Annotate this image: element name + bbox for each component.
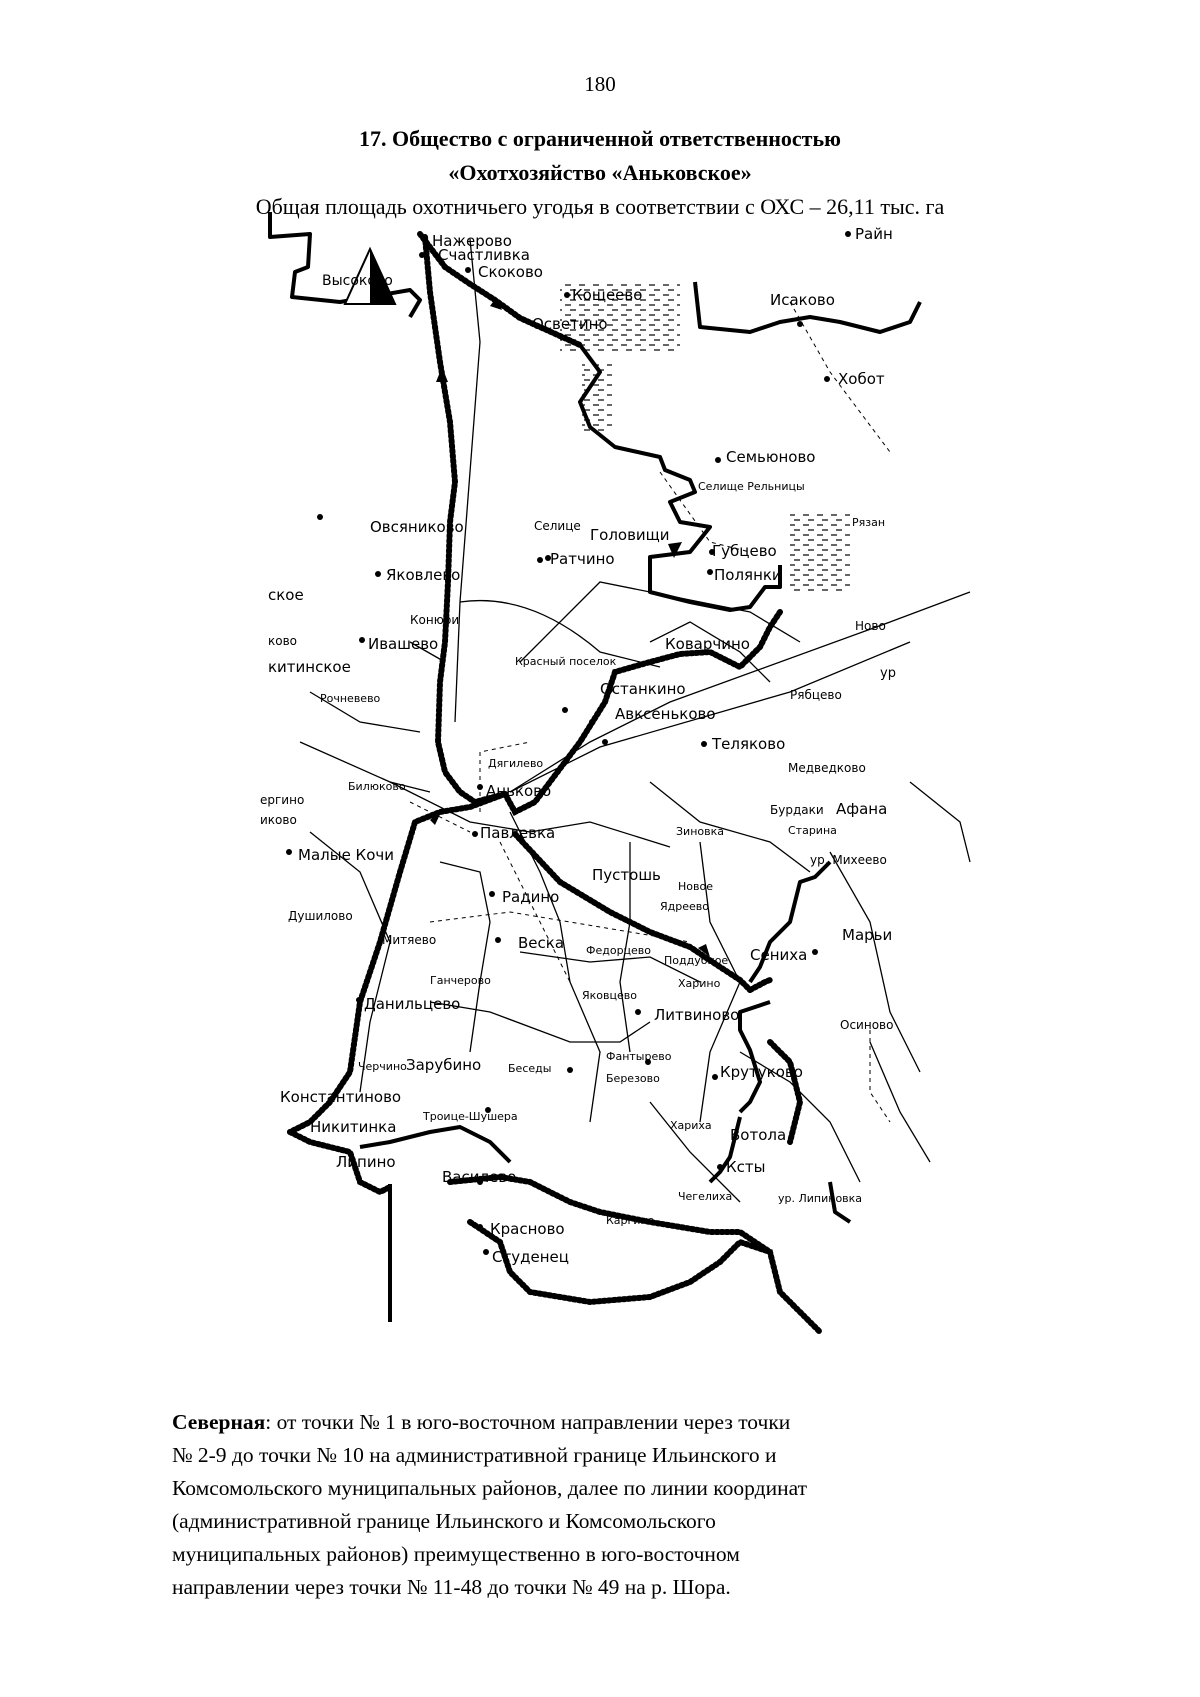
direction-arrows xyxy=(430,298,710,957)
label-ovsyanikovo: Овсяниково xyxy=(370,518,464,536)
label-starina: Старина xyxy=(788,824,837,837)
hunting-ground-map xyxy=(260,222,980,1402)
label-kovarchino: Коварчино xyxy=(665,635,750,653)
label-yakovlevo: Яковлево xyxy=(386,566,461,584)
label-maryino: Марьи xyxy=(842,926,893,944)
label-danilovo: Данильцево xyxy=(364,995,461,1013)
label-selitse: Селице xyxy=(534,519,581,533)
label-gancherovo: Ганчерово xyxy=(430,974,491,987)
label-malye-kochi: Малые Кочи xyxy=(298,846,394,864)
heading-line-2: «Охотхозяйство «Аньковское» xyxy=(448,160,752,185)
label-krutukovo: Крутуково xyxy=(720,1063,803,1081)
label-afanasovo: Афана xyxy=(836,800,888,818)
label-krasnovo: Красново xyxy=(490,1220,565,1238)
area-subtitle: Общая площадь охотничьего угодья в соответствии с ОХС – 26,11 тыс. га xyxy=(255,194,945,219)
label-zarubino: Зарубино xyxy=(406,1056,482,1074)
desc-line-4: (административной границе Ильинского и Комсомольского xyxy=(172,1509,716,1533)
label-radino: Радино xyxy=(502,888,560,906)
label-rabtsevo: Рябцево xyxy=(790,688,842,702)
desc-line-6: направлении через точки № 11-48 до точки № 49 на р. Шора. xyxy=(172,1575,731,1599)
label-ksty: Ксты xyxy=(726,1158,766,1176)
heading-line-1: 17. Общество с ограниченной ответственностью xyxy=(359,126,841,151)
label-ratchino: Ратчино xyxy=(550,550,615,568)
label-ostankino: Останкино xyxy=(600,680,686,698)
label-bilyukovo: Билюково xyxy=(348,780,406,793)
label-dushilovo: Душилово xyxy=(288,909,353,923)
label-medvedkovo: Медведково xyxy=(788,761,866,775)
label-krasny: Красный поселок xyxy=(515,655,617,668)
direction-north: Северная xyxy=(172,1410,266,1434)
label-kharino: Харино xyxy=(678,977,721,990)
label-novo: Ново xyxy=(855,619,886,633)
label-ur-mikheevo: ур. Михеево xyxy=(810,853,887,867)
label-studenets: Студенец xyxy=(492,1248,569,1266)
label-chegelikha: Чегелиха xyxy=(678,1190,733,1203)
label-cherchino: Черчино xyxy=(358,1060,407,1073)
label-adreevo: Ядреево xyxy=(660,900,709,913)
label-isakovo: Исаково xyxy=(770,291,835,309)
label-rochevo: Рочневево xyxy=(320,692,381,705)
label-konyuri: Конюри xyxy=(410,613,460,627)
label-besedy: Беседы xyxy=(508,1062,552,1075)
label-kskoe: ское xyxy=(268,586,304,604)
label-ivashevo: Ивашево xyxy=(368,635,439,653)
label-teliakovo: Теляково xyxy=(712,735,786,753)
label-votola: Вотола xyxy=(730,1126,787,1144)
label-khobot: Хобот xyxy=(838,370,885,388)
label-kovo: ково xyxy=(268,634,298,648)
desc-line-3: Комсомольского муниципальных районов, далее по линии координат xyxy=(172,1476,807,1500)
label-koshcheevo: Кощеево xyxy=(572,286,643,304)
desc-line-5: муниципальных районов) преимущественно в юго-восточном xyxy=(172,1542,740,1566)
label-razan: Рязан xyxy=(852,516,886,529)
label-osvetino: Осветино xyxy=(532,315,608,333)
label-pustosh: Пустошь xyxy=(592,866,661,884)
label-burdaki: Бурдаки xyxy=(770,803,824,817)
desc-line-1 xyxy=(172,1406,1080,1439)
page-number: 180 xyxy=(584,72,616,96)
label-lipino: Липино xyxy=(336,1153,396,1171)
label-pavlevka: Павлевка xyxy=(480,824,556,842)
label-schastlivka: Счастливка xyxy=(438,246,530,264)
label-ur: ур xyxy=(880,666,896,681)
label-novoe: Новое xyxy=(678,880,713,893)
label-nikitinka: Никитинка xyxy=(310,1118,397,1136)
label-kharikha: Хариха xyxy=(670,1119,712,1132)
label-litvinovo: Литвиново xyxy=(654,1006,740,1024)
label-kitinskoe: китинское xyxy=(268,658,351,676)
label-ergino: ергино xyxy=(260,793,305,807)
label-berezovo: Березово xyxy=(606,1072,660,1085)
label-kargino: Каргино xyxy=(606,1214,655,1227)
label-polyanki: Полянки xyxy=(714,566,782,584)
label-konstantinovo: Константиново xyxy=(280,1088,402,1106)
label-rayki: Райн xyxy=(855,225,893,243)
label-selishche: Селище Рельницы xyxy=(698,480,805,493)
label-golovishchi: Головищи xyxy=(590,526,670,544)
label-gubtsevo: Губцево xyxy=(712,542,777,560)
label-ikovo: иково xyxy=(260,813,297,827)
label-nazherovo: Нажерово xyxy=(432,232,512,250)
label-vysokovo: Высоково xyxy=(322,273,393,289)
label-semyunovo: Семьюново xyxy=(726,448,816,466)
label-vasilevo: Василево xyxy=(442,1168,517,1186)
desc-line-2: № 2-9 до точки № 10 на административной границе Ильинского и xyxy=(172,1443,777,1467)
label-veska: Веска xyxy=(518,934,565,952)
label-dyakovo: Дягилево xyxy=(488,757,544,770)
label-avksenkovo: Авксеньково xyxy=(615,705,716,723)
label-osinovo: Осиново xyxy=(840,1018,894,1032)
label-ur-lipinovka: ур. Липиновка xyxy=(778,1192,863,1205)
label-senikha: Сениха xyxy=(750,946,808,964)
label-mityaevo: Митяево xyxy=(382,933,437,947)
label-fantyrevo: Фантырево xyxy=(606,1050,672,1063)
label-skokovo: Скоково xyxy=(478,263,543,281)
boundary-description xyxy=(172,1406,1080,1604)
label-yakovtsevo: Яковцево xyxy=(582,989,637,1002)
desc-line-1-rest: : от точки № 1 в юго-восточном направлении через точки xyxy=(265,1410,791,1434)
label-zinovka: Зиновка xyxy=(676,825,724,838)
label-poddubnoe: Поддубное xyxy=(664,954,729,967)
label-ankovo: Аньково xyxy=(486,782,552,800)
label-fedortsevo: Федорцево xyxy=(586,944,652,957)
label-troitse: Троице-Шушера xyxy=(423,1110,518,1123)
